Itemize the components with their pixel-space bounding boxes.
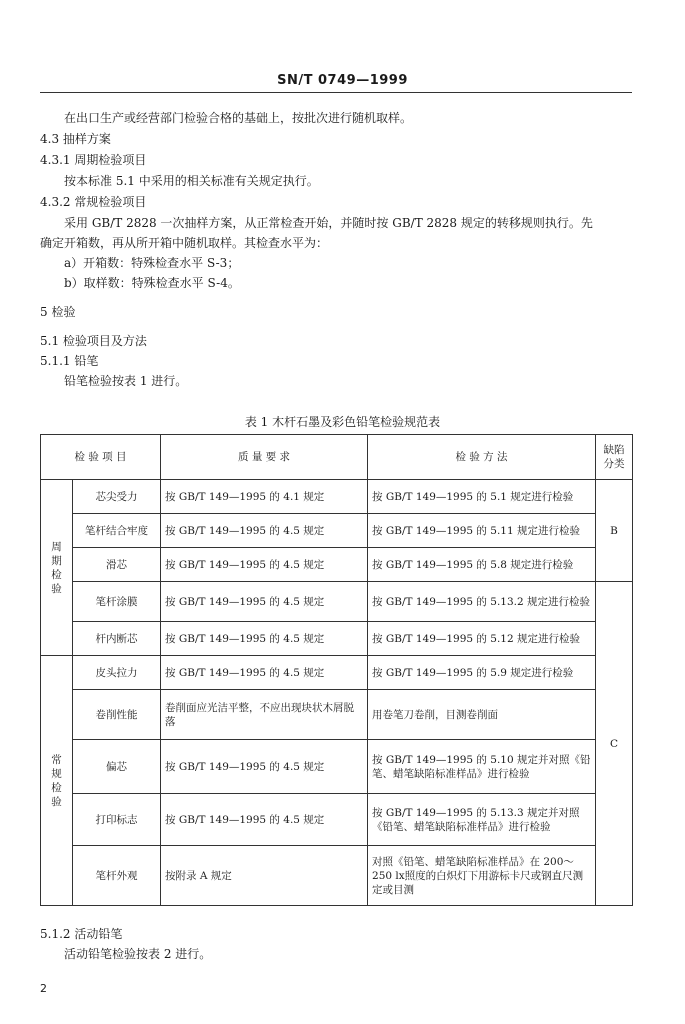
header-rule: [40, 92, 632, 93]
quality-cell: 按 GB/T 149—1995 的 4.1 规定: [161, 480, 368, 514]
method-cell: 按 GB/T 149—1995 的 5.13.3 规定并对照《铅笔、蜡笔缺陷标准样品》进行检验: [368, 794, 596, 846]
method-cell: 按 GB/T 149—1995 的 5.1 规定进行检验: [368, 480, 596, 514]
item-cell: 杆内断芯: [73, 622, 161, 656]
item-cell: 皮头拉力: [73, 656, 161, 690]
method-cell: 按 GB/T 149—1995 的 5.13.2 规定进行检验: [368, 582, 596, 622]
quality-cell: 卷削面应光洁平整，不应出现块状木屑脱落: [161, 690, 368, 740]
method-cell: 按 GB/T 149—1995 的 5.8 规定进行检验: [368, 548, 596, 582]
header-inspection-item: 检 验 项 目: [41, 435, 161, 480]
paragraph-5-1-1: 铅笔检验按表 1 进行。: [64, 374, 188, 388]
method-cell: 用卷笔刀卷削，目测卷削面: [368, 690, 596, 740]
item-cell: 滑芯: [73, 548, 161, 582]
quality-cell: 按 GB/T 149—1995 的 4.5 规定: [161, 656, 368, 690]
item-cell: 打印标志: [73, 794, 161, 846]
table-caption: 表 1 木杆石墨及彩色铅笔检验规范表: [244, 415, 441, 429]
quality-cell: 按 GB/T 149—1995 的 4.5 规定: [161, 582, 368, 622]
table-row: [41, 548, 633, 582]
paragraph-5-1-2: 活动铅笔检验按表 2 进行。: [64, 947, 212, 961]
method-cell: 按 GB/T 149—1995 的 5.12 规定进行检验: [368, 622, 596, 656]
method-cell: 按 GB/T 149—1995 的 5.9 规定进行检验: [368, 656, 596, 690]
table-row: [41, 740, 633, 794]
table-row: [41, 656, 633, 690]
item-cell: 笔杆涂膜: [73, 582, 161, 622]
item-cell: 笔杆外观: [73, 846, 161, 906]
section-5-1-1-heading: 5.1.1 铅笔: [40, 354, 99, 368]
section-4-3-2-heading: 4.3.2 常规检验项目: [40, 195, 147, 209]
defect-class-routine: C: [596, 582, 633, 906]
table-row: [41, 622, 633, 656]
table-header-row: [41, 435, 633, 480]
section-4-3-1-heading: 4.3.1 周期检验项目: [40, 153, 147, 167]
method-cell: 按 GB/T 149—1995 的 5.10 规定并对照《铅笔、蜡笔缺陷标准样品》进行检验: [368, 740, 596, 794]
section-5-1-heading: 5.1 检验项目及方法: [40, 334, 147, 348]
section-5-1-2-heading: 5.1.2 活动铅笔: [40, 927, 123, 941]
quality-cell: 按 GB/T 149—1995 的 4.5 规定: [161, 794, 368, 846]
quality-cell: 按 GB/T 149—1995 的 4.5 规定: [161, 548, 368, 582]
header-defect-class: 缺陷分类: [596, 435, 633, 480]
table-row: [41, 690, 633, 740]
quality-cell: 按附录 A 规定: [161, 846, 368, 906]
header-quality-requirement: 质 量 要 求: [161, 435, 368, 480]
table-row: [41, 846, 633, 906]
item-cell: 笔杆结合牢度: [73, 514, 161, 548]
quality-cell: 按 GB/T 149—1995 的 4.5 规定: [161, 740, 368, 794]
list-item-a: a）开箱数：特殊检查水平 S-3；: [64, 256, 240, 270]
method-cell: 按 GB/T 149—1995 的 5.11 规定进行检验: [368, 514, 596, 548]
document-code-header: SN/T 0749—1999: [277, 73, 408, 88]
item-cell: 芯尖受力: [73, 480, 161, 514]
group-periodic-inspection: 周 期 检 验: [41, 480, 73, 656]
defect-class-periodic: B: [596, 480, 633, 582]
list-item-b: b）取样数：特殊检查水平 S-4。: [64, 276, 240, 290]
item-cell: 卷削性能: [73, 690, 161, 740]
table-row: [41, 582, 633, 622]
paragraph-4-3-1: 按本标准 5.1 中采用的相关标准有关规定执行。: [64, 174, 319, 188]
header-inspection-method: 检 验 方 法: [368, 435, 596, 480]
quality-cell: 按 GB/T 149—1995 的 4.5 规定: [161, 514, 368, 548]
table-row: [41, 480, 633, 514]
paragraph-4-3-2-line2: 确定开箱数，再从所开箱中随机取样。其检查水平为：: [40, 236, 329, 250]
section-4-3-heading: 4.3 抽样方案: [40, 132, 111, 146]
item-cell: 偏芯: [73, 740, 161, 794]
inspection-spec-table: [40, 434, 633, 906]
method-cell: 对照《铅笔、蜡笔缺陷标准样品》在 200～250 lx照度的白炽灯下用游标卡尺或钢直尺测定或目测: [368, 846, 596, 906]
table-row: [41, 794, 633, 846]
section-5-heading: 5 检验: [40, 305, 76, 319]
paragraph-sampling-basis: 在出口生产或经营部门检验合格的基础上，按批次进行随机取样。: [64, 111, 413, 125]
group-routine-inspection: 常 规 检 验: [41, 656, 73, 906]
table-row: [41, 514, 633, 548]
page-number: 2: [40, 982, 47, 995]
quality-cell: 按 GB/T 149—1995 的 4.5 规定: [161, 622, 368, 656]
paragraph-4-3-2-line1: 采用 GB/T 2828 一次抽样方案，从正常检查开始，并随时按 GB/T 2828 规定的转移规则执行。先: [64, 216, 593, 230]
